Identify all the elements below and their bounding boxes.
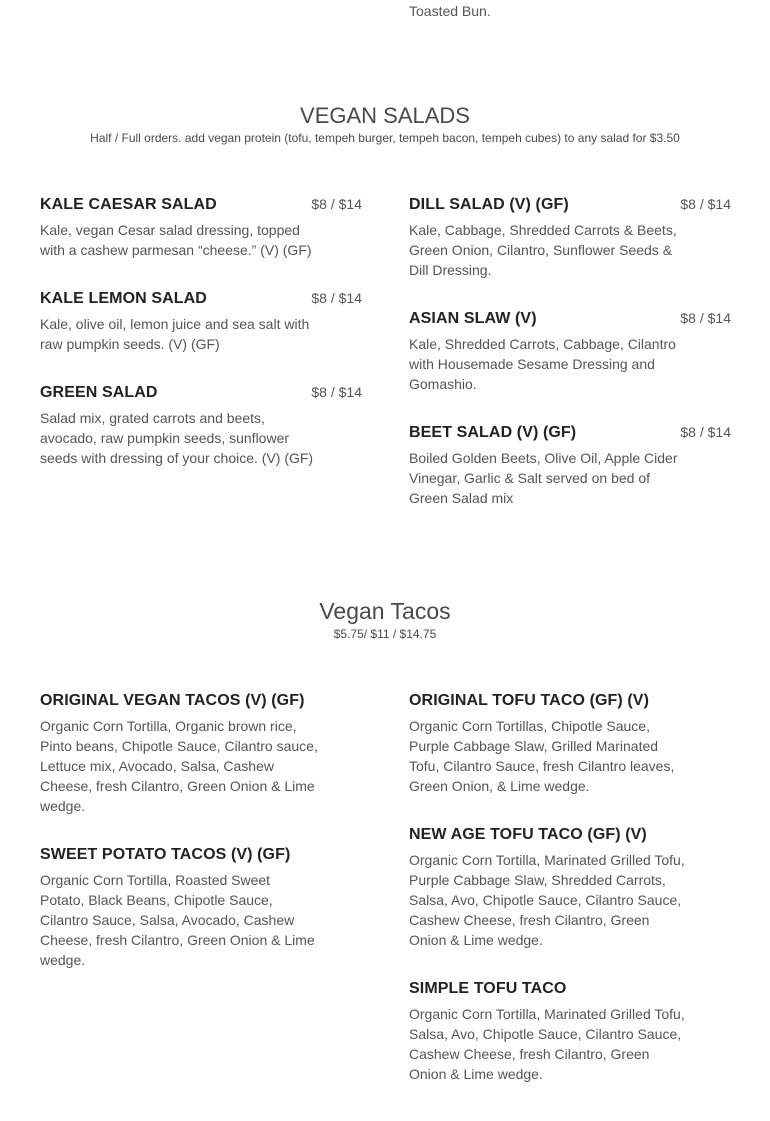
menu-item — [409, 826, 731, 950]
item-name: DILL SALAD (V) (GF) — [409, 196, 569, 213]
item-description: Organic Corn Tortilla, Roasted Sweet Potato, Black Beans, Chipotle Sauce, Cilantro Sauce, Salsa, Avocado, Cashew Cheese, fresh Cilantro, Green Onion & Lime wedge. — [40, 872, 315, 968]
previous-item-description-fragment: Toasted Bun. — [409, 3, 491, 19]
menu-item — [409, 980, 731, 1084]
menu-item — [40, 384, 362, 468]
item-name: ASIAN SLAW (V) — [409, 310, 537, 327]
menu-item — [409, 196, 731, 280]
menu-item — [409, 310, 731, 394]
menu-item — [409, 692, 731, 796]
item-name: KALE CAESAR SALAD — [40, 196, 217, 213]
item-description: Salad mix, grated carrots and beets, avocado, raw pumpkin seeds, sunflower seeds with dressing of your choice. (V) (GF) — [40, 410, 314, 466]
item-name: SWEET POTATO TACOS (V) (GF) — [40, 846, 291, 863]
item-description: Organic Corn Tortilla, Organic brown rice, Pinto beans, Chipotle Sauce, Cilantro sauce, Lettuce mix, Avocado, Salsa, Cashew Cheese, fresh Cilantro, Green Onion & Lime wedge. — [40, 718, 318, 814]
item-description: Boiled Golden Beets, Olive Oil, Apple Cider Vinegar, Garlic & Salt served on bed of Green Salad mix — [409, 450, 678, 506]
item-name: KALE LEMON SALAD — [40, 290, 207, 307]
item-description: Kale, Shredded Carrots, Cabbage, Cilantro with Housemade Sesame Dressing and Gomashio. — [409, 336, 676, 392]
item-description: Kale, vegan Cesar salad dressing, topped with a cashew parmesan “cheese.” (V) (GF) — [40, 222, 312, 258]
item-price: $8 / $14 — [311, 384, 362, 400]
menu-item — [40, 196, 362, 260]
item-price: $8 / $14 — [680, 196, 731, 212]
tacos-section-subtitle: $5.75/ $11 / $14.75 — [333, 627, 437, 641]
item-name: BEET SALAD (V) (GF) — [409, 424, 577, 441]
item-price: $8 / $14 — [680, 310, 731, 326]
item-description: Kale, Cabbage, Shredded Carrots & Beets, Green Onion, Cilantro, Sunflower Seeds & Dill Dressing. — [409, 222, 677, 278]
item-name: ORIGINAL TOFU TACO (GF) (V) — [409, 692, 650, 709]
item-price: $8 / $14 — [311, 290, 362, 306]
item-description: Organic Corn Tortilla, Marinated Grilled Tofu, Purple Cabbage Slaw, Shredded Carrots, Salsa, Avo, Chipotle Sauce, Cilantro Sauce, Cashew Cheese, fresh Cilantro, Green Onion & Lime wedge. — [409, 852, 685, 948]
item-name: GREEN SALAD — [40, 384, 158, 401]
item-description: Organic Corn Tortilla, Marinated Grilled Tofu, Salsa, Avo, Chipotle Sauce, Cilantro Sauce, Cashew Cheese, fresh Cilantro, Green Onion & Lime wedge. — [409, 1006, 685, 1082]
menu-item — [409, 424, 731, 508]
item-price: $8 / $14 — [680, 424, 731, 440]
item-name: ORIGINAL VEGAN TACOS (V) (GF) — [40, 692, 305, 709]
item-description: Organic Corn Tortillas, Chipotle Sauce, Purple Cabbage Slaw, Grilled Marinated Tofu, Cilantro Sauce, fresh Cilantro leaves, Green Onion, & Lime wedge. — [409, 718, 675, 794]
item-description: Kale, olive oil, lemon juice and sea salt with raw pumpkin seeds. (V) (GF) — [40, 316, 310, 352]
menu-item — [40, 846, 362, 970]
item-name: NEW AGE TOFU TACO (GF) (V) — [409, 826, 647, 843]
item-name: SIMPLE TOFU TACO — [409, 980, 567, 997]
tacos-left-column — [40, 692, 362, 1000]
salads-section-subtitle: Half / Full orders. add vegan protein (tofu, tempeh burger, tempeh bacon, tempeh cubes) to any salad for $3.50 — [90, 131, 680, 145]
salads-left-column — [40, 196, 362, 498]
salads-right-column — [409, 196, 731, 538]
item-price: $8 / $14 — [311, 196, 362, 212]
menu-item — [40, 692, 362, 816]
tacos-right-column — [409, 692, 731, 1114]
tacos-section-title: Vegan Tacos — [319, 598, 451, 624]
menu-item — [40, 290, 362, 354]
salads-section-title: VEGAN SALADS — [300, 103, 470, 128]
